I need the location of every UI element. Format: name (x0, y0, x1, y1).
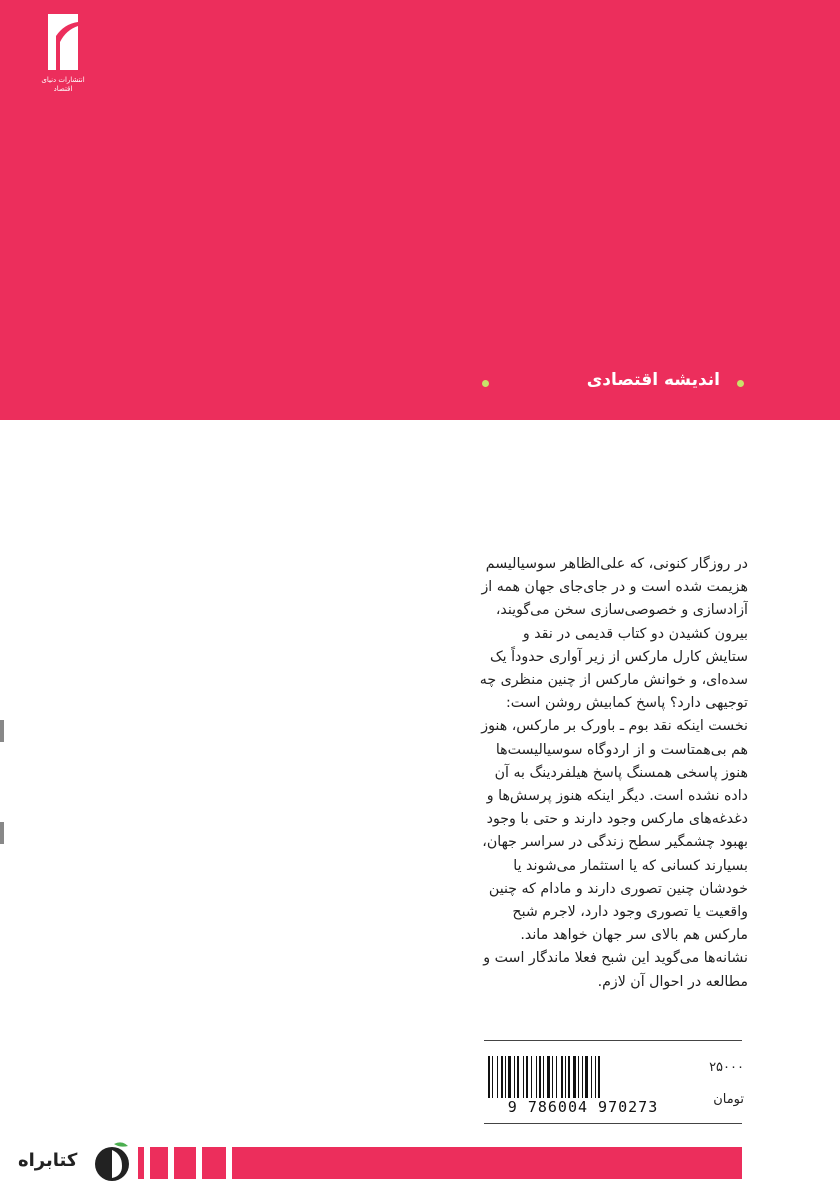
bottom-bar (232, 1147, 742, 1179)
blurb-line: نشانه‌ها می‌گوید این شبح فعلا ماندگار است و (483, 950, 748, 967)
blurb-line: مارکس هم بالای سر جهان خواهد ماند. (520, 927, 748, 944)
price-currency: تومان (713, 1092, 744, 1107)
divider-bottom (484, 1123, 742, 1124)
blurb-line: بهبود چشمگیر سطح زندگی در سراسر جهان، (482, 834, 748, 851)
isbn-number: 9 786004 970273 (488, 1098, 678, 1116)
back-cover-blurb (470, 553, 748, 994)
series-dot-right (737, 380, 744, 387)
publisher-logo (38, 8, 88, 98)
blurb-line: در روزگار کنونی، که علی‌الظاهر سوسیالیسم (485, 556, 748, 572)
blurb-line: آزادسازی و خصوصی‌سازی سخن می‌گویند، (495, 602, 748, 619)
ketabrah-watermark (10, 1138, 130, 1188)
price-amount: ۲۵۰۰۰ (709, 1060, 744, 1075)
series-dot-left (482, 380, 489, 387)
blurb-line: هم بی‌همتاست و از اردوگاه سوسیالیست‌ها (495, 741, 748, 758)
ketabrah-logo-icon (92, 1140, 132, 1184)
barcode-icon (486, 1056, 678, 1102)
divider-top (484, 1040, 742, 1041)
bottom-stripe (174, 1147, 196, 1179)
blurb-line: داده نشده است. دیگر اینکه هنوز پرسش‌ها و (486, 788, 748, 805)
bottom-stripe (150, 1147, 168, 1179)
edge-marks (0, 720, 8, 924)
publisher-name: انتشارات دنیای اقتصاد (41, 76, 85, 93)
blurb-line: بیرون کشیدن دو کتاب قدیمی در نقد و (522, 625, 748, 642)
publisher-logo-icon (44, 12, 82, 74)
edge-mark (0, 720, 4, 742)
blurb-line: هنوز پاسخی همسنگ پاسخ هیلفردینگ به آن (494, 764, 748, 781)
blurb-line: ستایش کارل مارکس از زیر آواری حدوداً یک (489, 648, 748, 665)
bottom-stripe (202, 1147, 226, 1179)
blurb-line: بسیارند کسانی که یا استثمار می‌شوند یا (513, 857, 748, 874)
blurb-line: مطالعه در احوال آن لازم. (597, 973, 748, 990)
series-title: اندیشه اقتصادی (586, 370, 720, 390)
series-label (470, 368, 760, 398)
bottom-stripe (138, 1147, 144, 1179)
edge-mark (0, 822, 4, 844)
watermark-text: کتابراه (18, 1150, 78, 1171)
blurb-line: سده‌ای، و خوانش مارکس از چنین منظری چه (479, 672, 748, 689)
blurb-line: نخست اینکه نقد بوم ـ باورک بر مارکس، هنوز (481, 718, 748, 735)
blurb-line: هزیمت شده است و در جای‌جای جهان همه از (481, 579, 748, 596)
cover-color-band (0, 0, 840, 420)
blurb-line: واقعیت یا تصوری وجود دارد، لاجرم شبح (512, 904, 748, 921)
blurb-line: دغدغه‌های مارکس وجود دارند و حتی با وجود (486, 811, 748, 828)
blurb-line: توجیهی دارد؟ پاسخ کمابیش روشن است: (505, 695, 748, 712)
blurb-line: خودشان چنین تصوری دارند و مادام که چنین (488, 880, 748, 897)
